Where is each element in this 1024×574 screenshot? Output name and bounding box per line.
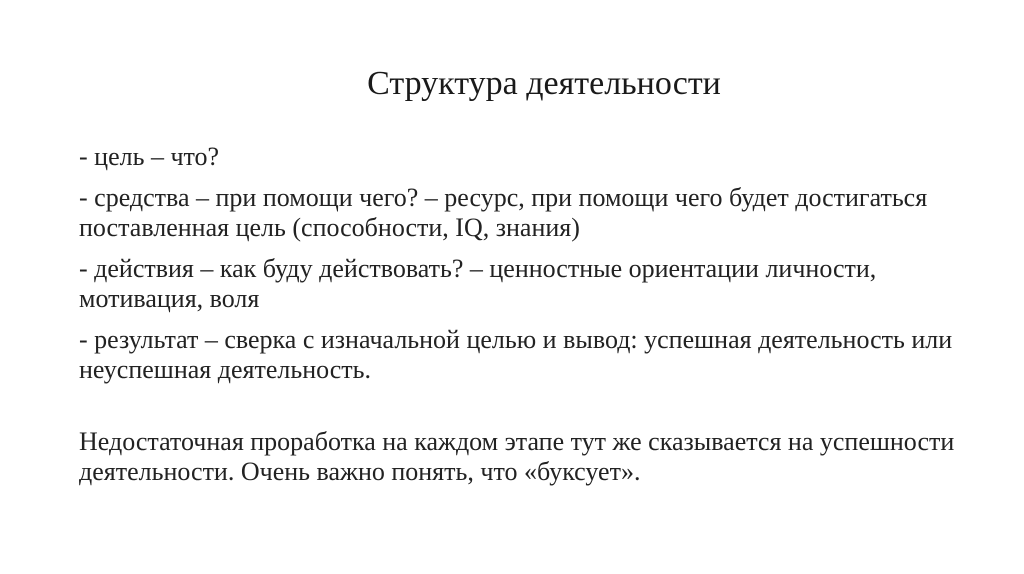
slide-title: Структура деятельности	[367, 65, 721, 102]
slide-content	[79, 142, 959, 487]
bullet-actions: - действия – как буду действовать? – ценностные ориентации личности, мотивация, воля	[79, 254, 877, 313]
bullet-means: - средства – при помощи чего? – ресурс, при помощи чего будет достигаться поставленная цель (способности, IQ, знания)	[79, 183, 928, 242]
conclusion-paragraph: Недостаточная проработка на каждом этапе тут же сказывается на успешности деятельности. Очень важно понять, что «буксует».	[79, 427, 955, 486]
bullet-goal: - цель – что?	[79, 142, 220, 171]
bullet-result: - результат – сверка с изначальной целью и вывод: успешная деятельность или неуспешная деятельность.	[79, 325, 953, 384]
